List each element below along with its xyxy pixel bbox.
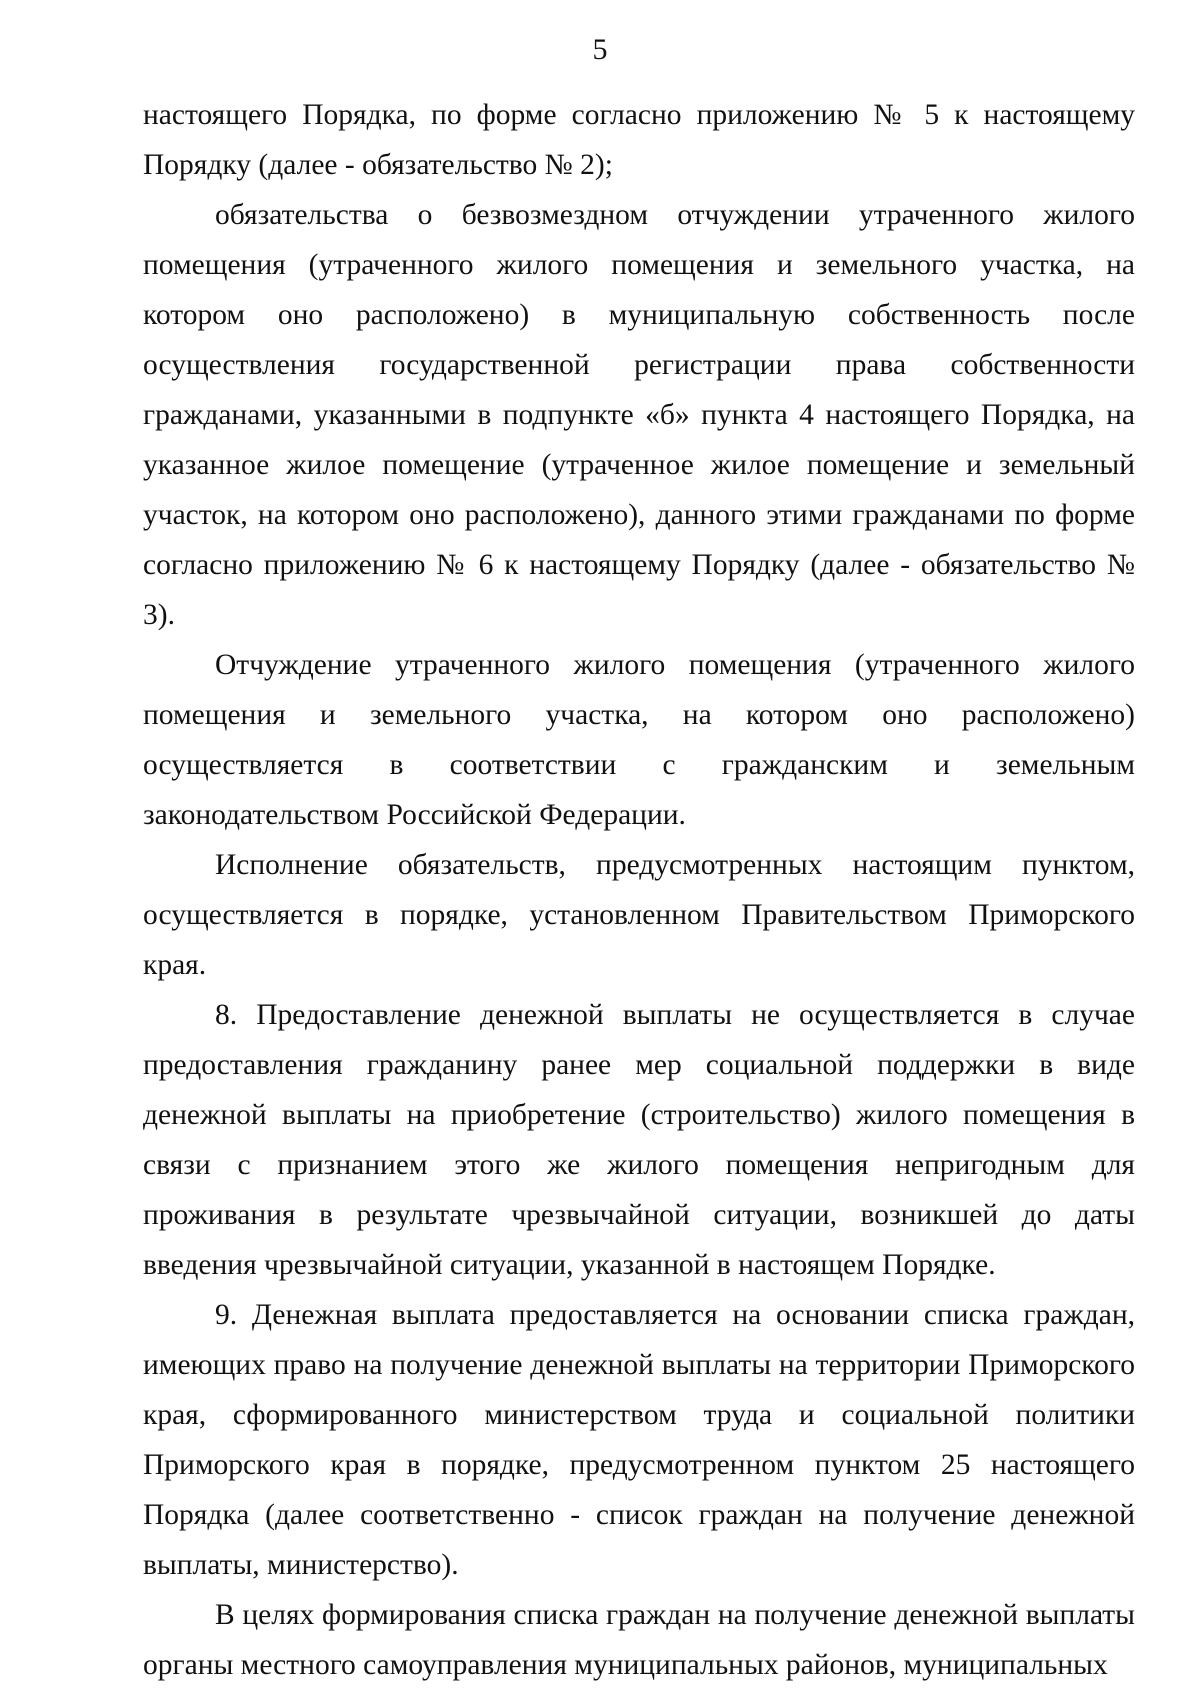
paragraph-list-formation: В целях формирования списка граждан на получение денежной выплаты органы местного самоуправления муниципальных районов, муниципальных bbox=[143, 1599, 1135, 1681]
document-body bbox=[143, 90, 1135, 1690]
page-number: 5 bbox=[592, 33, 608, 66]
paragraph-item-9: 9. Денежная выплата предоставляется на основании списка граждан, имеющих право на получение денежной выплаты на территории Приморского края, сформированного министерством труда и социальной политики Приморского края в порядке, предусмотренном пунктом 25 настоящего Порядка (далее соответственно - список граждан на получение денежной выплаты, министерство). bbox=[143, 1299, 1135, 1581]
paragraph-continuation: настоящего Порядка, по форме согласно приложению № 5 к настоящему Порядку (далее - обязательство № 2); bbox=[143, 99, 1135, 181]
paragraph-obligation-3: обязательства о безвозмездном отчуждении утраченного жилого помещения (утраченного жилого помещения и земельного участка, на котором оно расположено) в муниципальную собственность после осуществления государственной регистрации права собственности гражданами, указанными в подпункте «б» пункта 4 настоящего Порядка, на указанное жилое помещение (утраченное жилое помещение и земельный участок, на котором оно расположено), данного этими гражданами по форме согласно приложению № 6 к настоящему Порядку (далее - обязательство № 3). bbox=[143, 199, 1135, 631]
paragraph-execution: Исполнение обязательств, предусмотренных настоящим пунктом, осуществляется в порядке, установленном Правительством Приморского края. bbox=[143, 849, 1135, 981]
paragraph-alienation: Отчуждение утраченного жилого помещения (утраченного жилого помещения и земельного участка, на котором оно расположено) осуществляется в соответствии с гражданским и земельным законодательством Российской Федерации. bbox=[143, 649, 1135, 831]
paragraph-item-8: 8. Предоставление денежной выплаты не осуществляется в случае предоставления гражданину ранее мер социальной поддержки в виде денежной выплаты на приобретение (строительство) жилого помещения в связи с признанием этого же жилого помещения непригодным для проживания в результате чрезвычайной ситуации, возникшей до даты введения чрезвычайной ситуации, указанной в настоящем Порядке. bbox=[143, 999, 1135, 1281]
